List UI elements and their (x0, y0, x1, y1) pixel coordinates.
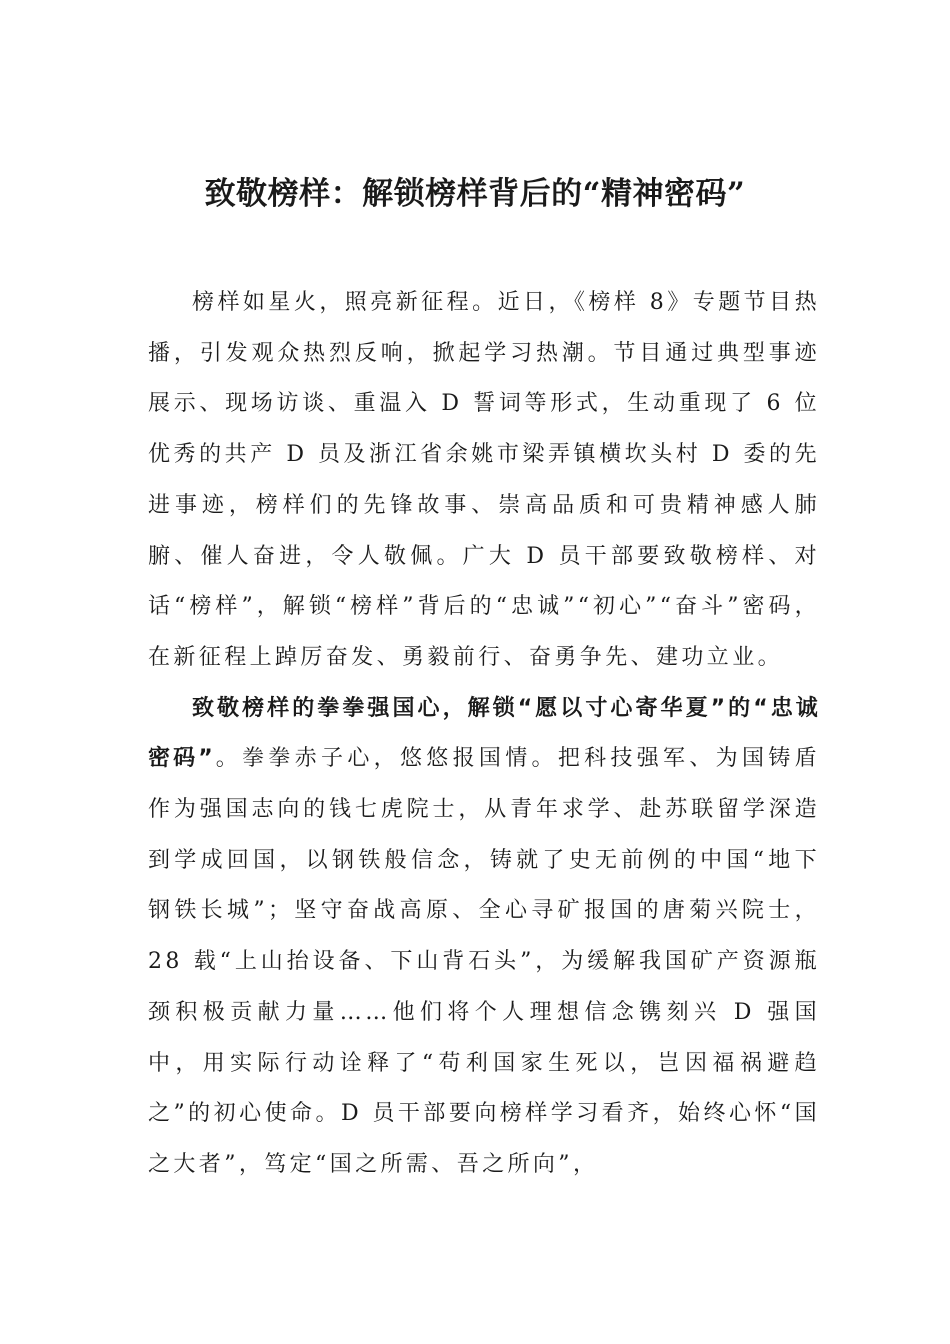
paragraph-2-lead: 致敬榜样的拳拳强国心，解锁“愿以寸心寄华夏”的“忠诚密码” (148, 695, 820, 772)
paragraph-2-text: 。拳拳赤子心，悠悠报国情。把科技强军、为国铸盾作为强国志向的钱七虎院士，从青年求学、赴苏联留学深造到学成回国，以钢铁般信念，铸就了史无前例的中国“地下钢铁长城”；坚守奋战高原、全心寻矿报国的唐菊兴院士，28 载“上山抬设备、下山背石头”，为缓解我国矿产资源瓶颈积极贡献力量……他们将个人理想信念镌刻兴 D 强国中，用实际行动诠释了“苟利国家生死以，岂因福祸避趋之”的初心使命。D 员干部要向榜样学习看齐，始终心怀“国之大者”，笃定“国之所需、吾之所向”， (148, 746, 821, 1177)
article-body (148, 278, 820, 1191)
paragraph-1 (148, 278, 820, 684)
article-title: 致敬榜样：解锁榜样背后的“精神密码” (204, 176, 746, 212)
paragraph-1-text: 榜样如星火，照亮新征程。近日，《榜样 8》专题节目热播，引发观众热烈反响，掀起学习热潮。节目通过典型事迹展示、现场访谈、重温入 D 誓词等形式，生动重现了 6 位优秀的共产 D 员及浙江省余姚市梁弄镇横坎头村 D 委的先进事迹，榜样们的先锋故事、崇高品质和可贵精神感人肺腑、催人奋进，令人敬佩。广大 D 员干部要致敬榜样、对话“榜样”，解锁“榜样”背后的“忠诚”“初心”“奋斗”密码，在新征程上踔厉奋发、勇毅前行、奋勇争先、建功立业。 (148, 290, 820, 670)
paragraph-2 (148, 684, 820, 1191)
